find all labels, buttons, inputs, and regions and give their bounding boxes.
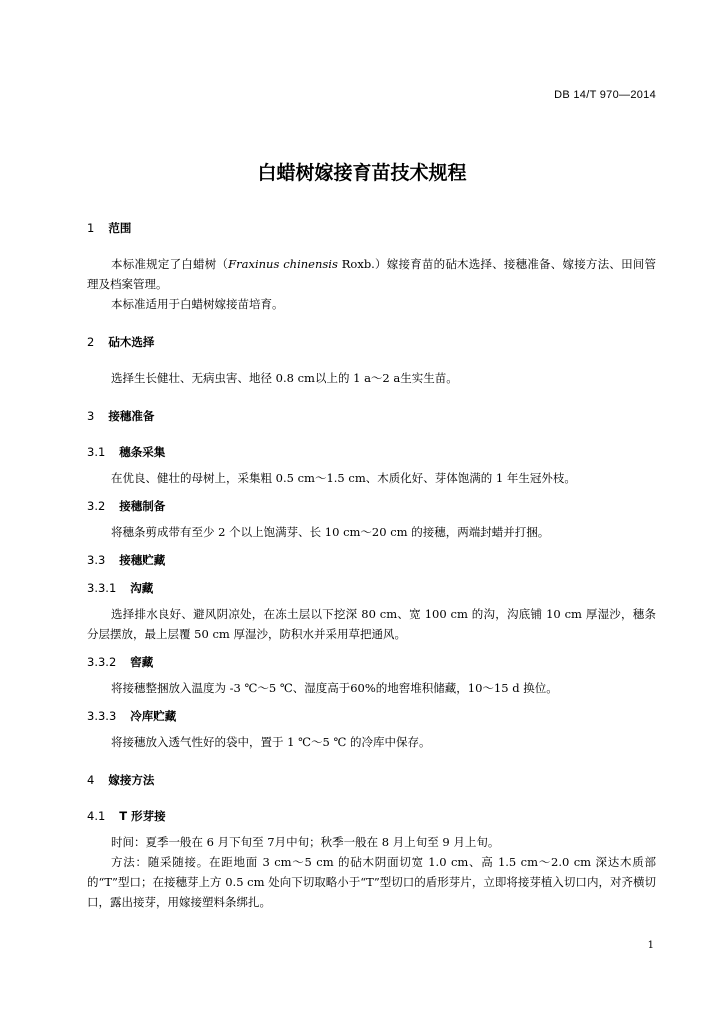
preparation-paragraph: 将穗条剪成带有至少 2 个以上饱满芽、长 10 cm～20 cm 的接穗，两端封蜡并打捆。 — [111, 525, 550, 539]
standard-code: DB 14/T 970—2014 — [554, 89, 656, 101]
document-title: 白蜡树嫁接育苗技术规程 — [257, 162, 467, 184]
document-body — [87, 218, 656, 912]
latin-name: Fraxinus chinensis — [228, 257, 338, 271]
cold-storage-paragraph: 将接穗放入透气性好的袋中，置于 1 ℃～5 ℃ 的冷库中保存。 — [111, 735, 431, 749]
section-heading-3-3-2: 3.3.2 窖藏 — [87, 655, 154, 669]
scope-paragraph-2: 本标准适用于白蜡树嫁接苗培育。 — [111, 297, 284, 311]
section-heading-3-2: 3.2 接穗制备 — [87, 499, 166, 513]
budding-time-paragraph: 时间：夏季一般在 6 月下旬至 7月中旬；秋季一般在 8 月上旬至 9 月上旬。 — [111, 835, 500, 849]
collection-paragraph: 在优良、健壮的母树上，采集粗 0.5 cm～1.5 cm、木质化好、芽体饱满的 1 年生冠外枝。 — [111, 471, 576, 485]
rootstock-paragraph: 选择生长健壮、无病虫害、地径 0.8 cm以上的 1 a～2 a生实生苗。 — [111, 371, 458, 385]
section-heading-4-1: 4.1 T 形芽接 — [87, 809, 166, 823]
cellar-storage-paragraph: 将接穗整捆放入温度为 -3 ℃～5 ℃、湿度高于60%的地窖堆积储藏，10～15 d 换位。 — [111, 681, 558, 695]
section-heading-3-3: 3.3 接穗贮藏 — [87, 553, 166, 567]
budding-method-paragraph: 方法：随采随接。在距地面 3 cm～5 cm 的砧木阴面切宽 1.0 cm、高 1.5 cm～2.0 cm 深达木质部的“T”型口；在接穗芽上方 0.5 cm 处向下切取略小于“T”型切口的盾形芽片，立即将接芽植入切口内，对齐横切口，露出接芽，用嫁接塑料条绑扎。 — [87, 855, 656, 909]
section-heading-4: 4 嫁接方法 — [87, 773, 155, 787]
section-heading-3-3-3: 3.3.3 冷库贮藏 — [87, 709, 177, 723]
trench-storage-paragraph: 选择排水良好、避风阴凉处，在冻土层以下挖深 80 cm、宽 100 cm 的沟，沟底铺 10 cm 厚湿沙，穗条分层摆放，最上层覆 50 cm 厚湿沙，防积水并采用草把通风。 — [87, 607, 656, 641]
section-heading-3: 3 接穗准备 — [87, 409, 155, 423]
section-heading-1: 1 范围 — [87, 221, 132, 235]
section-heading-3-3-1: 3.3.1 沟藏 — [87, 581, 154, 595]
page-number: 1 — [647, 940, 654, 951]
section-heading-2: 2 砧木选择 — [87, 335, 155, 349]
scope-paragraph-1: 本标准规定了白蜡树（Fraxinus chinensis Roxb.）嫁接育苗的砧木选择、接穗准备、嫁接方法、田间管理及档案管理。 — [87, 257, 656, 291]
section-heading-3-1: 3.1 穗条采集 — [87, 445, 166, 459]
